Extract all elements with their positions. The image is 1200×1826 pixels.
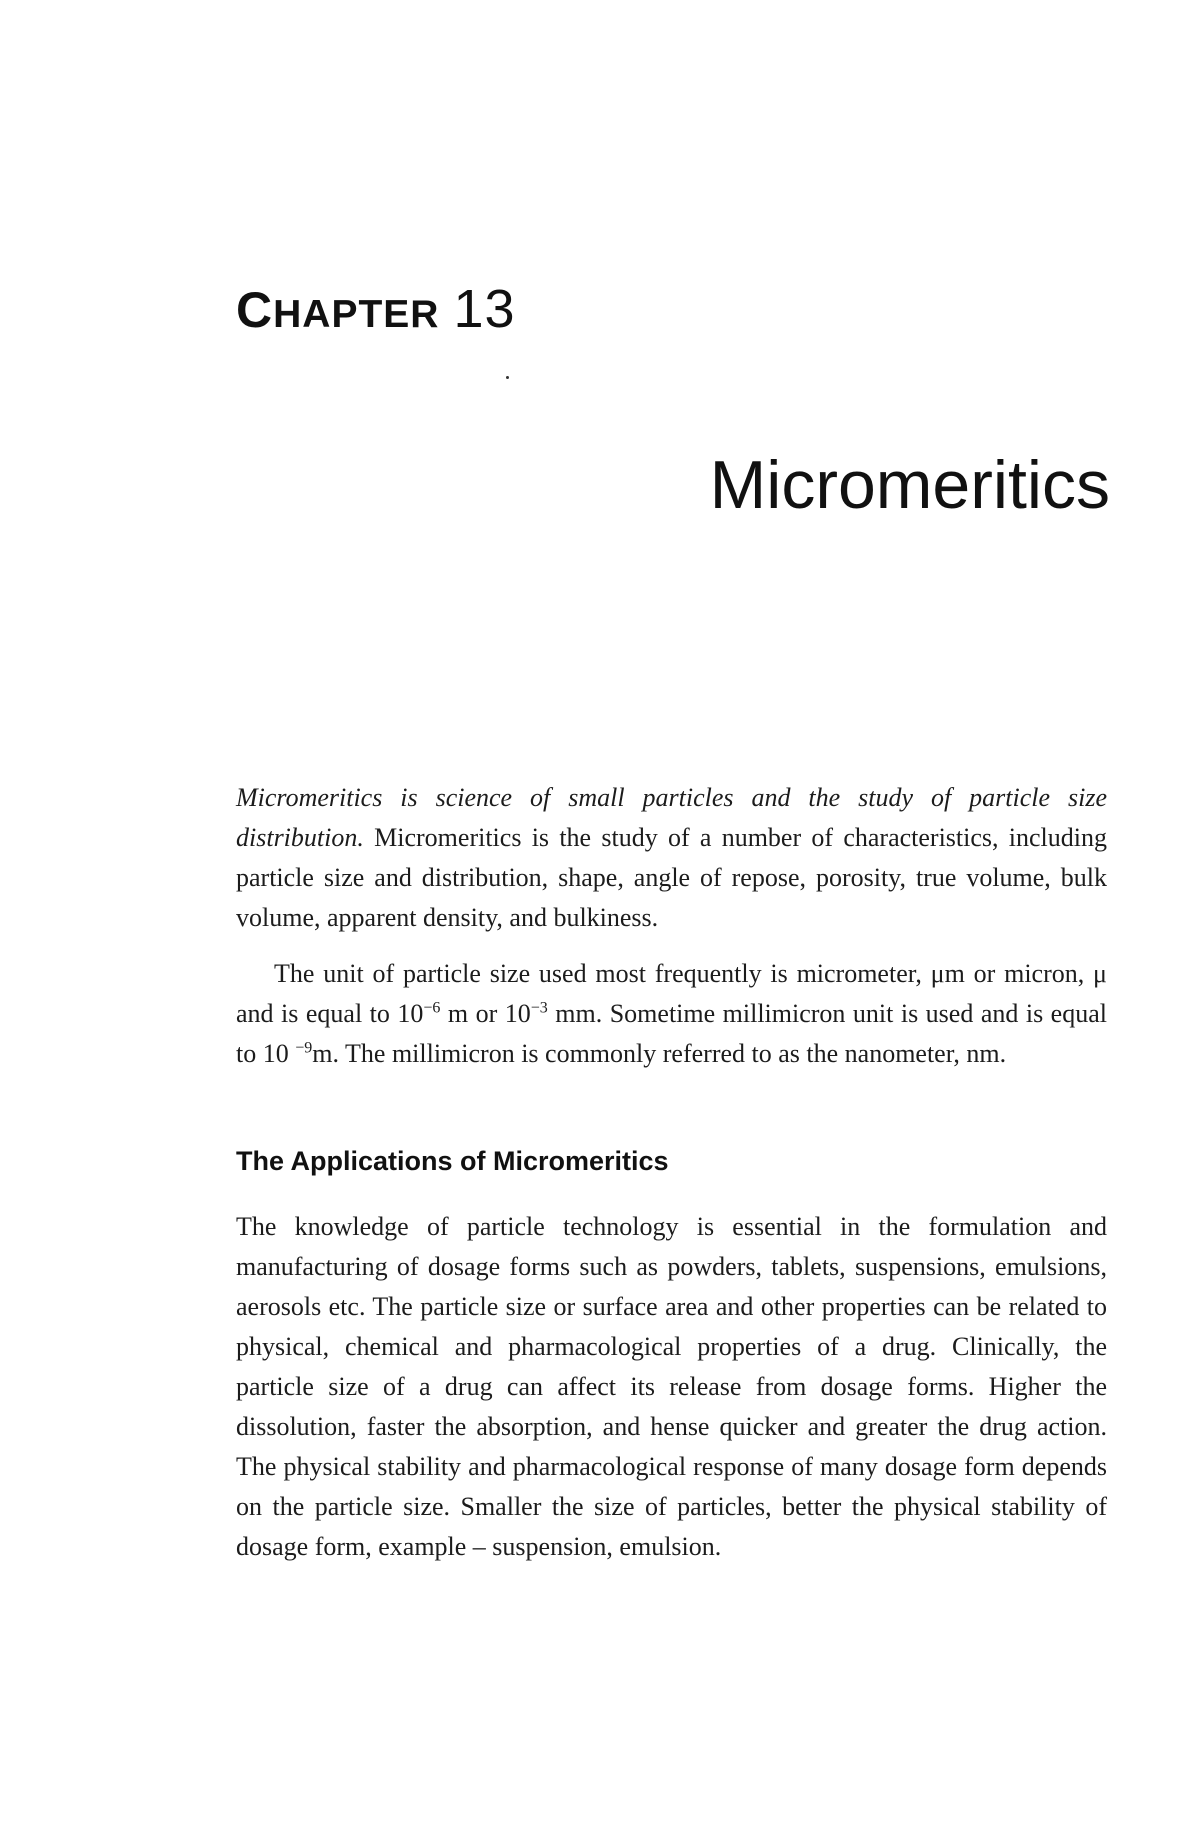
section-heading: The Applications of Micromeritics [236, 1146, 669, 1176]
chapter-label-initial: C [236, 282, 274, 338]
units-exponent-2: −3 [530, 999, 548, 1017]
units-text-1: The unit of particle size used most frequently is micrometer, μm or micron, μ and is equal to 10 [236, 959, 1107, 1028]
units-exponent-1: −6 [423, 999, 441, 1017]
units-paragraph [236, 954, 1107, 1074]
units-exponent-3: −9 [295, 1039, 313, 1057]
units-text-3: mm. Sometime millimicron unit is used and is equal to 10 [236, 999, 1107, 1068]
chapter-title: Micromeritics [709, 447, 1110, 523]
chapter-number: 13 [453, 279, 516, 339]
units-text-4: m. The millimicron is commonly referred to as the nanometer, nm. [312, 1039, 1007, 1068]
intro-paragraph [236, 778, 1107, 938]
applications-paragraph: The knowledge of particle technology is essential in the formulation and manufacturing of dosage forms such as powders, tablets, suspensions, emulsions, aerosols etc. The particle size or surface area and other properties can be related to physical, chemical and pharmacological properties of a drug. Clinically, the particle size of a drug can affect its release from dosage forms. Higher the dissolution, faster the absorption, and hense quicker and greater the drug action. The physical stability and pharmacological response of many dosage form depends on the particle size. Smaller the size of particles, better the physical stability of dosage form, example – suspension, emulsion. [236, 1212, 1107, 1561]
chapter-label-word: HAPTER [273, 293, 440, 336]
units-text-2: m or 10 [440, 999, 531, 1028]
intro-definition-italic: Micromeritics is science of small particles and the study of particle size distribution. [236, 783, 1107, 852]
chapter-label [236, 278, 516, 340]
intro-paragraph-rest: Micromeritics is the study of a number of characteristics, including particle size and distribution, shape, angle of repose, porosity, true volume, bulk volume, apparent density, and bulkiness. [236, 823, 1108, 932]
print-speck [506, 376, 509, 379]
